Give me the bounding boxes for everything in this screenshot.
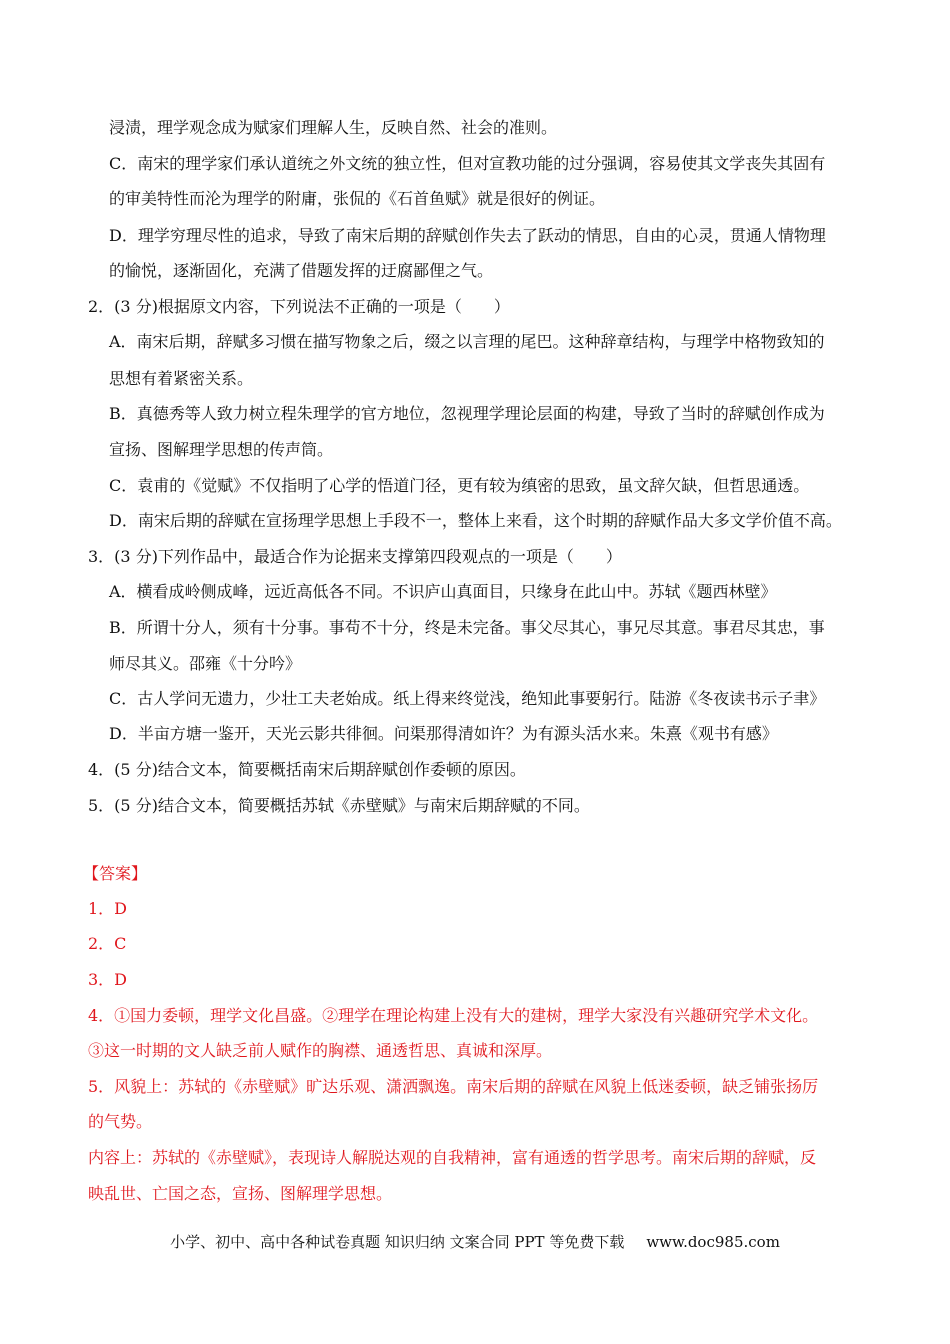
q2-option-b-line-1: B．真德秀等人致力树立程朱理学的官方地位，忽视理学理论层面的构建，导致了当时的辞赋创作成为	[109, 404, 825, 423]
q2-option-c: C．袁甫的《觉赋》不仅指明了心学的悟道门径，更有较为缜密的思致，虽文辞欠缺，但哲思通透。	[109, 476, 810, 495]
q1-option-b-line-2: 浸渍，理学观念成为赋家们理解人生，反映自然、社会的准则。	[109, 118, 558, 137]
q3-option-a: A．横看成岭侧成峰，远近高低各不同。不识庐山真面目，只缘身在此山中。苏轼《题西林壁》	[109, 582, 777, 601]
q3-option-b-line-1: B．所谓十分人，须有十分事。事苟不十分，终是未完备。事父尽其心，事兄尽其意。事君尽其忠，事	[109, 618, 825, 637]
answer-5-line-4: 映乱世、亡国之态，宣扬、图解理学思想。	[88, 1184, 393, 1203]
page-footer	[0, 1232, 950, 1252]
footer-text: 小学、初中、高中各种试卷真题 知识归纳 文案合同 PPT 等免费下载	[170, 1233, 625, 1251]
answer-1: 1．D	[88, 899, 128, 918]
q2-option-d: D．南宋后期的辞赋在宣扬理学思想上手段不一，整体上来看，这个时期的辞赋作品大多文学价值不高。	[109, 511, 842, 530]
q2-option-a-line-2: 思想有着紧密关系。	[109, 369, 254, 388]
q3-stem: 3．(3 分)下列作品中，最适合作为论据来支撑第四段观点的一项是（ ）	[88, 547, 622, 566]
answer-heading: 【答案】	[83, 864, 148, 883]
q2-stem: 2．(3 分)根据原文内容，下列说法不正确的一项是（ ）	[88, 297, 510, 316]
q1-option-d-line-1: D．理学穷理尽性的追求，导致了南宋后期的辞赋创作失去了跃动的情思，自由的心灵，贯通人情物理	[109, 226, 826, 245]
footer-url-link[interactable]: www.doc985.com	[646, 1233, 780, 1251]
q3-option-d: D．半亩方塘一鉴开，天光云影共徘徊。问渠那得清如许？为有源头活水来。朱熹《观书有感》	[109, 724, 778, 743]
q1-option-c-line-1: C．南宋的理学家们承认道统之外文统的独立性，但对宣教功能的过分强调，容易使其文学丧失其固有	[109, 154, 826, 173]
answer-2: 2．C	[88, 934, 127, 953]
q1-option-d-line-2: 的愉悦，逐渐固化，充满了借题发挥的迂腐鄙俚之气。	[109, 261, 494, 280]
q5-stem: 5．(5 分)结合文本，简要概括苏轼《赤壁赋》与南宋后期辞赋的不同。	[88, 796, 590, 815]
q1-option-c-line-2: 的审美特性而沦为理学的附庸，张侃的《石首鱼赋》就是很好的例证。	[109, 189, 606, 208]
answer-4-line-1: 4．①国力委顿，理学文化昌盛。②理学在理论构建上没有大的建树，理学大家没有兴趣研究学术文化。	[88, 1006, 819, 1025]
answer-5-line-3: 内容上：苏轼的《赤壁赋》，表现诗人解脱达观的自我精神，富有通透的哲学思考。南宋后期的辞赋，反	[88, 1148, 817, 1167]
q3-option-c: C．古人学问无遗力，少壮工夫老始成。纸上得来终觉浅，绝知此事要躬行。陆游《冬夜读书示子聿》	[109, 689, 826, 708]
answer-5-line-1: 5．风貌上：苏轼的《赤壁赋》旷达乐观、潇洒飘逸。南宋后期的辞赋在风貌上低迷委顿，缺乏铺张扬厉	[88, 1077, 819, 1096]
answer-3: 3．D	[88, 970, 128, 989]
answer-4-line-2: ③这一时期的文人缺乏前人赋作的胸襟、通透哲思、真诚和深厚。	[88, 1041, 553, 1060]
answer-5-line-2: 的气势。	[88, 1112, 153, 1131]
q3-option-b-line-2: 师尽其义。邵雍《十分吟》	[109, 654, 302, 673]
q2-option-b-line-2: 宣扬、图解理学思想的传声筒。	[109, 440, 334, 459]
q4-stem: 4．(5 分)结合文本，简要概括南宋后期辞赋创作委顿的原因。	[88, 760, 526, 779]
q2-option-a-line-1: A．南宋后期，辞赋多习惯在描写物象之后，缀之以言理的尾巴。这种辞章结构，与理学中格物致知的	[109, 332, 825, 351]
